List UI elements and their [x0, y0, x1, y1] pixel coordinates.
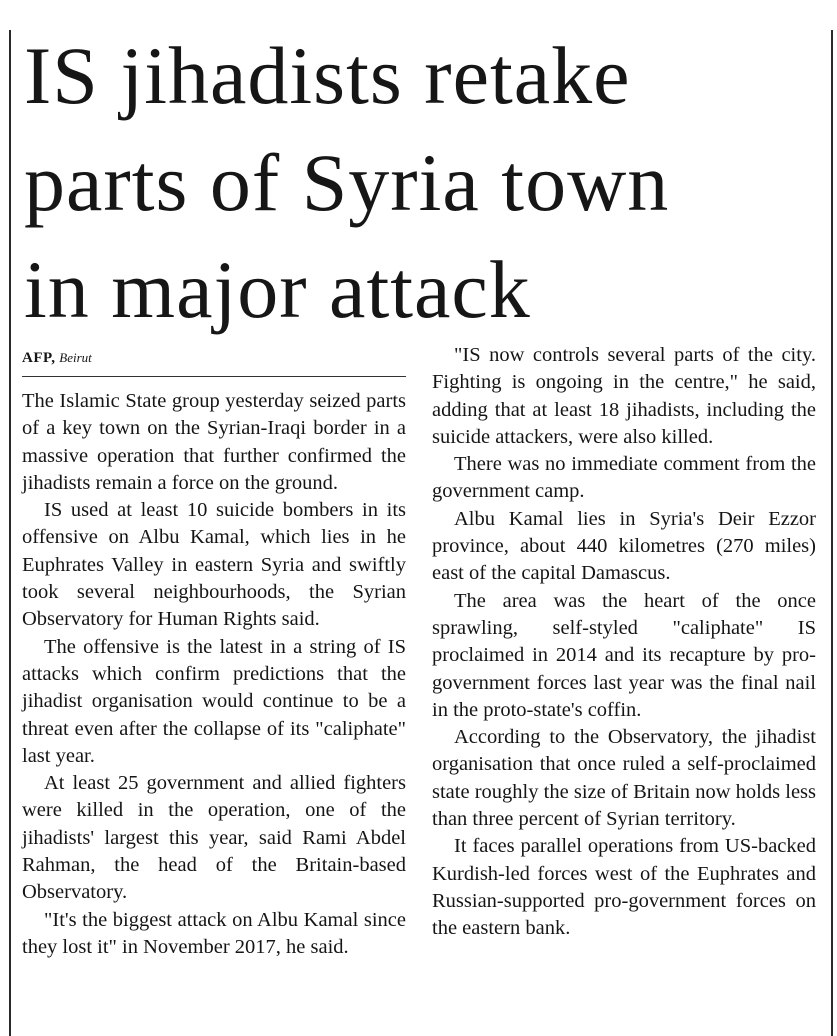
dateline-agency: AFP,	[22, 350, 56, 366]
article-paragraph: "IS now controls several parts of the city. Fighting is ongoing in the centre," he said, adding that at least 18 jihadists, including the suicide attackers, were also killed.	[432, 344, 816, 448]
article-paragraph: The area was the heart of the once sprawling, self-styled "caliphate" IS proclaimed in 2014 and its recapture by pro-government forces last year was the final nail in the proto-state's coffin.	[432, 589, 816, 721]
headline-line-1: IS jihadists retake	[24, 30, 631, 121]
headline	[24, 22, 824, 343]
article-paragraph: There was no immediate comment from the government camp.	[432, 453, 816, 503]
dateline-city: Beirut	[59, 350, 92, 365]
headline-line-2: parts of Syria town	[24, 137, 670, 228]
article-column-right	[432, 342, 816, 943]
article-paragraph: At least 25 government and allied fighters were killed in the operation, one of the jihadists' largest this year, said Rami Abdel Rahman, the head of the Britain-based Observatory.	[22, 772, 406, 904]
article-paragraph: According to the Observatory, the jihadist organisation that once ruled a self-proclaimed state roughly the size of Britain now holds less than three percent of Syrian territory.	[432, 726, 816, 831]
article-paragraph: "It's the biggest attack on Albu Kamal since they lost it" in November 2017, he said.	[22, 908, 406, 958]
article-paragraph: It faces parallel operations from US-backed Kurdish-led forces west of the Euphrates and Russian-supported pro-government forces on the eastern bank.	[432, 835, 816, 940]
article-paragraph: IS used at least 10 suicide bombers in its offensive on Albu Kamal, which lies in he Euphrates Valley in eastern Syria and swiftly took several neighbourhoods, the Syrian Observatory for Human Rights said.	[22, 499, 406, 631]
article-paragraph: The Islamic State group yesterday seized parts of a key town on the Syrian-Iraqi border in a massive operation that further confirmed the jihadists remain a force on the ground.	[22, 390, 406, 494]
byline-rule	[22, 376, 406, 377]
article-paragraph: Albu Kamal lies in Syria's Deir Ezzor province, about 440 kilometres (270 miles) east of the capital Damascus.	[432, 507, 816, 585]
left-border-rule	[9, 30, 11, 1036]
headline-line-3: in major attack	[24, 244, 531, 335]
article-column-left	[22, 388, 406, 961]
right-border-rule	[831, 30, 833, 1036]
dateline	[22, 348, 92, 368]
article-paragraph: The offensive is the latest in a string of IS attacks which confirm predictions that the jihadist organisation would continue to be a threat even after the collapse of its "caliphate" last year.	[22, 635, 406, 767]
